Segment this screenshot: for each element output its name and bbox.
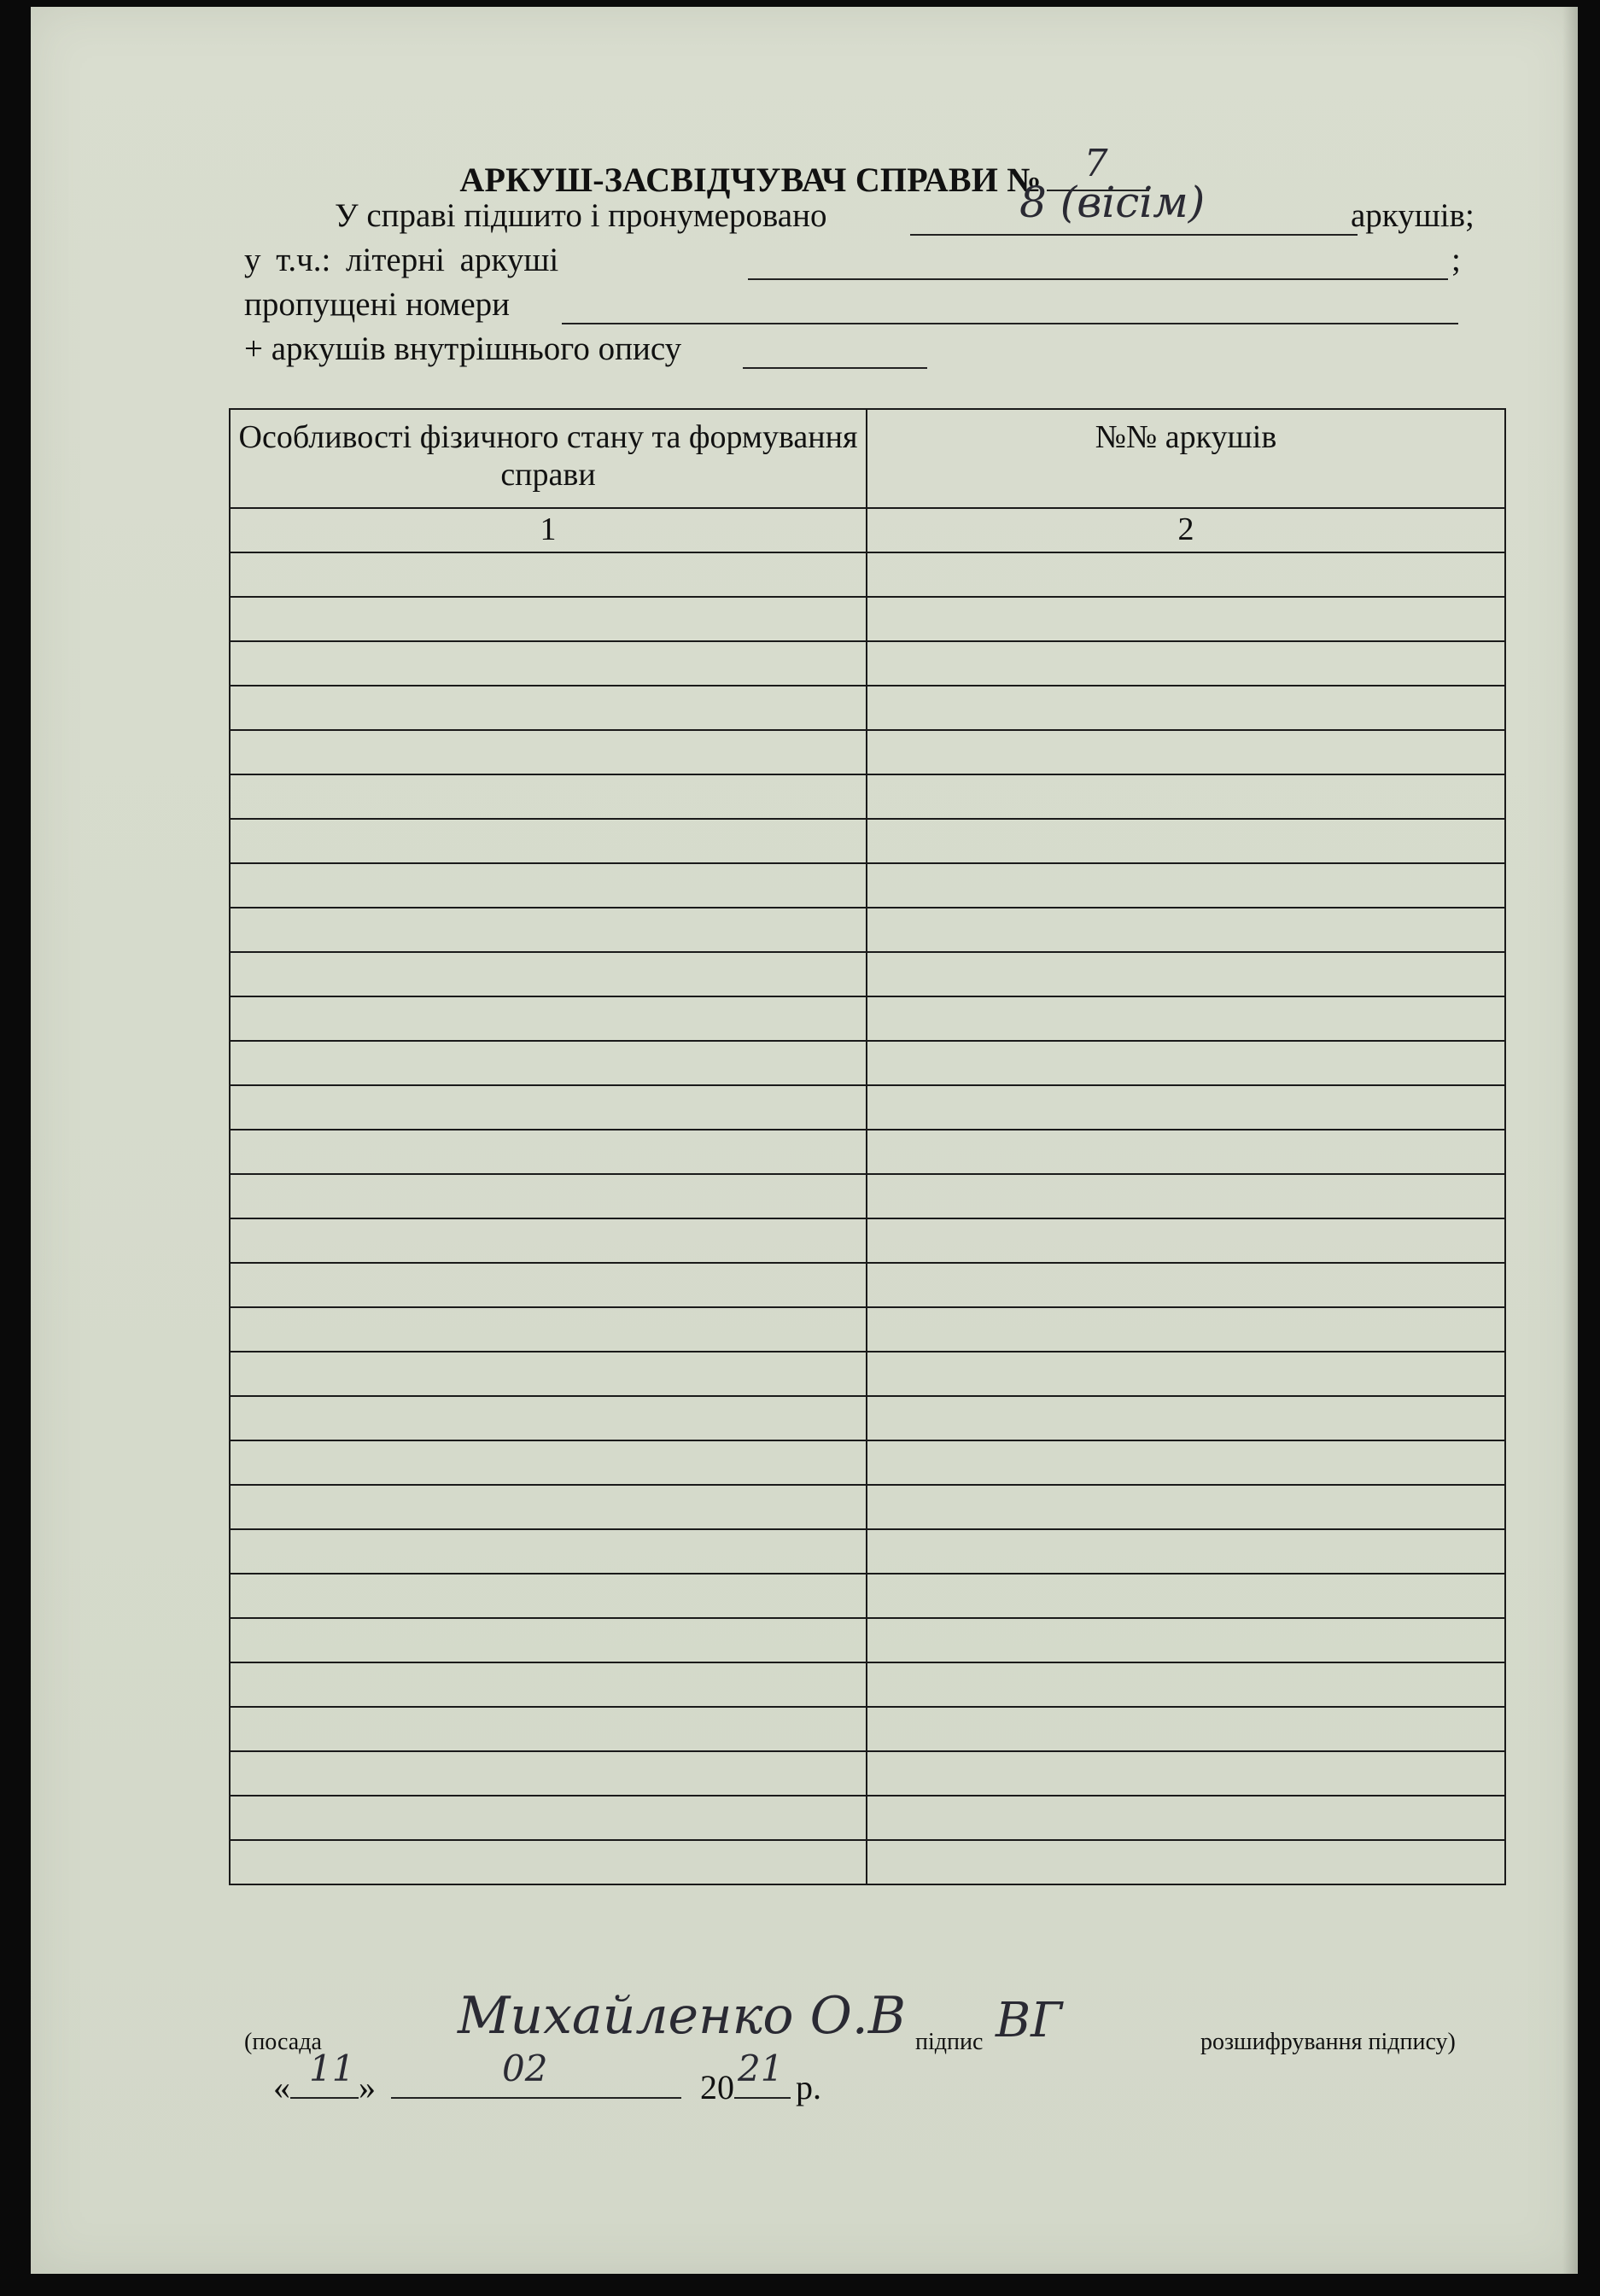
- sheet-numbers-cell: [867, 597, 1505, 641]
- condition-table: [229, 408, 1506, 1885]
- condition-cell: [230, 1174, 867, 1218]
- table-body: [230, 508, 1505, 1884]
- table-row: [230, 1085, 1505, 1130]
- internal-inventory-label: + аркушів внутрішнього опису: [244, 330, 682, 367]
- stitched-count-field: [910, 178, 1358, 236]
- stitched-label: У справі підшито і пронумеровано: [335, 197, 827, 234]
- table-row: [230, 1707, 1505, 1751]
- condition-cell: [230, 774, 867, 819]
- table-row: [230, 1662, 1505, 1707]
- condition-cell: [230, 1307, 867, 1352]
- stitched-count-handwritten: 8 (вісім): [1019, 178, 1206, 227]
- sheet-numbers-cell: [867, 1174, 1505, 1218]
- sheet-numbers-cell: [867, 1840, 1505, 1884]
- year-field: [734, 2048, 791, 2099]
- table-row: [230, 1574, 1505, 1618]
- condition-cell: [230, 996, 867, 1041]
- sheet-numbers-cell: [867, 774, 1505, 819]
- sheet-numbers-cell: [867, 641, 1505, 686]
- table-row: [230, 1041, 1505, 1085]
- sheet-numbers-cell: [867, 1707, 1505, 1751]
- sheet-numbers-cell: [867, 1529, 1505, 1574]
- year-suffix-label: р.: [796, 2068, 821, 2106]
- sheet-numbers-cell: [867, 952, 1505, 996]
- table-row: [230, 819, 1505, 863]
- sheet-numbers-cell: [867, 996, 1505, 1041]
- condition-cell: [230, 1618, 867, 1662]
- table-row: [230, 952, 1505, 996]
- sheet-numbers-cell: [867, 1440, 1505, 1485]
- internal-inventory-field: [743, 333, 927, 369]
- year-handwritten: 21: [738, 2048, 784, 2089]
- date-close-quote: »: [359, 2068, 376, 2106]
- month-field: [391, 2048, 681, 2099]
- sheet-numbers-cell: [867, 552, 1505, 597]
- condition-cell: [230, 1085, 867, 1130]
- column-number-2: 2: [867, 508, 1505, 552]
- condition-cell: [230, 1529, 867, 1574]
- condition-cell: [230, 1796, 867, 1840]
- table-row: [230, 1174, 1505, 1218]
- sheet-numbers-cell: [867, 1041, 1505, 1085]
- condition-cell: [230, 597, 867, 641]
- condition-cell: [230, 730, 867, 774]
- sheet-numbers-cell: [867, 1618, 1505, 1662]
- document-title: [31, 142, 1578, 200]
- signature-decode-label: розшифрування підпису): [1200, 2029, 1456, 2055]
- table-row: [230, 1263, 1505, 1307]
- sheet-numbers-cell: [867, 1396, 1505, 1440]
- condition-cell: [230, 686, 867, 730]
- condition-cell: [230, 952, 867, 996]
- table-row: [230, 863, 1505, 908]
- sheet-numbers-cell: [867, 1307, 1505, 1352]
- sheet-numbers-cell: [867, 1796, 1505, 1840]
- sheet-numbers-cell: [867, 1485, 1505, 1529]
- sheet-numbers-cell: [867, 1751, 1505, 1796]
- condition-cell: [230, 1840, 867, 1884]
- header-sheet-numbers: №№ аркушів: [867, 409, 1505, 508]
- condition-cell: [230, 1751, 867, 1796]
- letter-sheets-suffix: ;: [1451, 242, 1461, 278]
- table-row: [230, 552, 1505, 597]
- table-row: [230, 1485, 1505, 1529]
- sheet-numbers-cell: [867, 730, 1505, 774]
- sheet-numbers-cell: [867, 1263, 1505, 1307]
- table-row: [230, 1307, 1505, 1352]
- day-field: [290, 2048, 359, 2099]
- table-row: [230, 597, 1505, 641]
- document-sheet: [31, 7, 1578, 2274]
- missing-numbers-field: [562, 289, 1458, 324]
- table-row: [230, 1796, 1505, 1840]
- table-row: [230, 1396, 1505, 1440]
- condition-cell: [230, 1130, 867, 1174]
- condition-cell: [230, 641, 867, 686]
- condition-cell: [230, 1352, 867, 1396]
- column-number-1: 1: [230, 508, 867, 552]
- table-row: [230, 1618, 1505, 1662]
- condition-cell: [230, 552, 867, 597]
- year-prefix: 20: [700, 2068, 734, 2106]
- condition-cell: [230, 1574, 867, 1618]
- table-row: [230, 1352, 1505, 1396]
- table-row: [230, 686, 1505, 730]
- case-number-handwritten: 7: [1083, 142, 1108, 185]
- position-label: (посада: [244, 2029, 322, 2055]
- sheet-numbers-cell: [867, 1574, 1505, 1618]
- date-line: [273, 2048, 821, 2107]
- header-physical-condition: Особливості фізичного стану та формування справи: [230, 409, 867, 508]
- condition-cell: [230, 1662, 867, 1707]
- table-row: [230, 774, 1505, 819]
- title-text: АРКУШ-ЗАСВІДЧУВАЧ СПРАВИ №: [459, 161, 1042, 199]
- table-row: [230, 1218, 1505, 1263]
- day-handwritten: 11: [309, 2048, 355, 2089]
- condition-cell: [230, 1218, 867, 1263]
- condition-cell: [230, 863, 867, 908]
- sheet-numbers-cell: [867, 819, 1505, 863]
- condition-cell: [230, 1707, 867, 1751]
- sheet-numbers-cell: [867, 908, 1505, 952]
- month-handwritten: 02: [502, 2048, 548, 2089]
- date-open-quote: «: [273, 2068, 290, 2106]
- table-row: [230, 908, 1505, 952]
- table-row: [230, 1751, 1505, 1796]
- signature-mark: ВГ: [996, 1993, 1063, 2048]
- signatory-name-handwritten: Михайленко О.В: [458, 1986, 906, 2046]
- table-row: [230, 1840, 1505, 1884]
- letter-sheets-label: у т.ч.: літерні аркуші: [244, 242, 559, 278]
- table-row: [230, 641, 1505, 686]
- table-row: [230, 730, 1505, 774]
- sheet-numbers-cell: [867, 863, 1505, 908]
- sheet-edge-shadow: [1562, 7, 1578, 2274]
- sheet-numbers-cell: [867, 1662, 1505, 1707]
- sheet-numbers-cell: [867, 1218, 1505, 1263]
- table-row: [230, 1529, 1505, 1574]
- sheet-numbers-cell: [867, 686, 1505, 730]
- condition-cell: [230, 1041, 867, 1085]
- condition-cell: [230, 819, 867, 863]
- condition-cell: [230, 1263, 867, 1307]
- signature-label: підпис: [915, 2029, 984, 2055]
- stitched-suffix: аркушів;: [1351, 197, 1474, 234]
- condition-cell: [230, 1485, 867, 1529]
- table-row: [230, 1440, 1505, 1485]
- condition-cell: [230, 1396, 867, 1440]
- table-row: [230, 996, 1505, 1041]
- sheet-numbers-cell: [867, 1085, 1505, 1130]
- letter-sheets-field: [748, 244, 1448, 280]
- sheet-numbers-cell: [867, 1130, 1505, 1174]
- condition-cell: [230, 908, 867, 952]
- condition-cell: [230, 1440, 867, 1485]
- missing-numbers-label: пропущені номери: [244, 286, 511, 323]
- sheet-numbers-cell: [867, 1352, 1505, 1396]
- table-row: [230, 1130, 1505, 1174]
